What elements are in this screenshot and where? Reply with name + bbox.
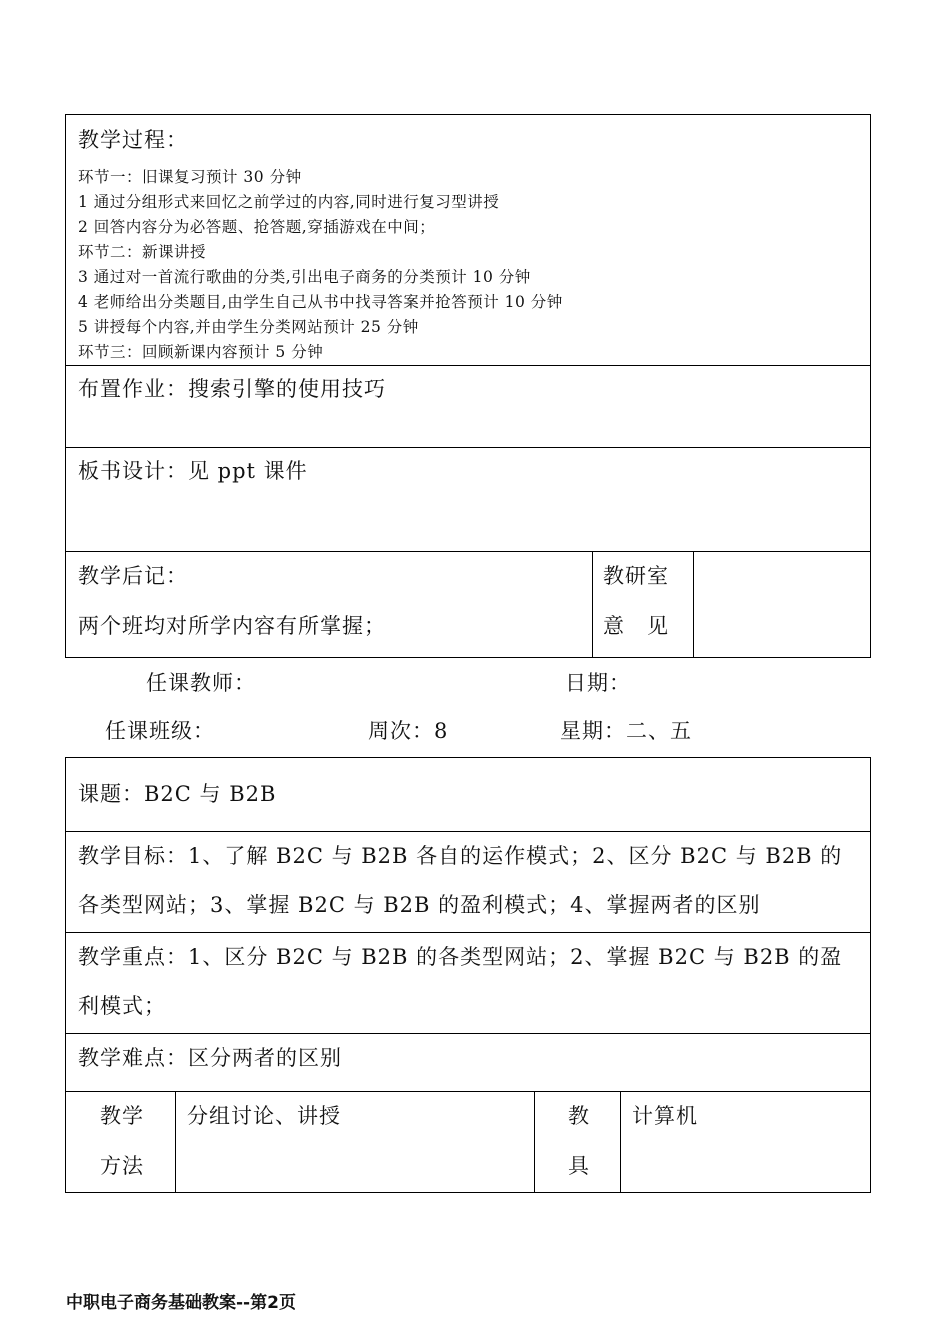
process-line: 环节三：回顾新课内容预计 5 分钟 xyxy=(78,343,324,361)
postnote-title: 教学后记： xyxy=(78,564,188,588)
week-label: 周次：8 xyxy=(368,719,449,743)
method-label: 方法 xyxy=(100,1154,144,1178)
tool-value: 计算机 xyxy=(632,1104,698,1128)
postnote-content: 两个班均对所学内容有所掌握； xyxy=(78,614,386,638)
divider xyxy=(620,1091,621,1193)
process-title: 教学过程： xyxy=(78,128,188,152)
class-label: 任课班级： xyxy=(105,719,215,743)
homework: 布置作业：搜索引擎的使用技巧 xyxy=(78,377,386,401)
divider xyxy=(534,1091,535,1193)
date-label: 日期： xyxy=(565,671,631,695)
process-line: 2 回答内容分为必答题、抢答题,穿插游戏在中间； xyxy=(78,218,436,236)
process-line: 4 老师给出分类题目,由学生自己从书中找寻答案并抢答预计 10 分钟 xyxy=(78,293,563,311)
divider xyxy=(592,551,593,658)
divider xyxy=(65,551,871,552)
divider xyxy=(65,1033,871,1034)
lesson-goals: 教学目标：1、了解 B2C 与 B2B 各自的运作模式；2、区分 B2C 与 B2B 的 xyxy=(78,844,843,868)
lesson-key-points: 教学重点：1、区分 B2C 与 B2B 的各类型网站；2、掌握 B2C 与 B2B 的盈 xyxy=(78,945,843,969)
divider xyxy=(65,932,871,933)
divider xyxy=(65,447,871,448)
lesson-goals: 各类型网站；3、掌握 B2C 与 B2B 的盈利模式；4、掌握两者的区别 xyxy=(78,893,761,917)
lesson-topic: 课题：B2C 与 B2B xyxy=(78,782,277,806)
lesson-difficulty: 教学难点：区分两者的区别 xyxy=(78,1046,342,1070)
tool-label: 具 xyxy=(568,1154,590,1178)
process-line: 环节一：旧课复习预计 30 分钟 xyxy=(78,168,302,186)
page-footer: 中职电子商务基础教案--第2页 xyxy=(66,1293,296,1313)
divider xyxy=(65,1091,871,1092)
teacher-label: 任课教师： xyxy=(146,671,256,695)
office-label: 教研室 xyxy=(603,564,669,588)
method-value: 分组讨论、讲授 xyxy=(187,1104,341,1128)
office-label: 意 见 xyxy=(603,614,669,638)
lower-table xyxy=(65,757,871,1193)
board-design: 板书设计：见 ppt 课件 xyxy=(78,459,308,483)
process-line: 环节二：新课讲授 xyxy=(78,243,207,261)
weekday-label: 星期：二、五 xyxy=(560,719,692,743)
process-line: 1 通过分组形式来回忆之前学过的内容,同时进行复习型讲授 xyxy=(78,193,500,211)
method-label: 教学 xyxy=(100,1104,144,1128)
divider xyxy=(65,831,871,832)
process-line: 5 讲授每个内容,并由学生分类网站预计 25 分钟 xyxy=(78,318,419,336)
process-line: 3 通过对一首流行歌曲的分类,引出电子商务的分类预计 10 分钟 xyxy=(78,268,531,286)
divider xyxy=(693,551,694,658)
tool-label: 教 xyxy=(568,1104,590,1128)
divider xyxy=(65,365,871,366)
lesson-key-points: 利模式； xyxy=(78,994,166,1018)
divider xyxy=(175,1091,176,1193)
